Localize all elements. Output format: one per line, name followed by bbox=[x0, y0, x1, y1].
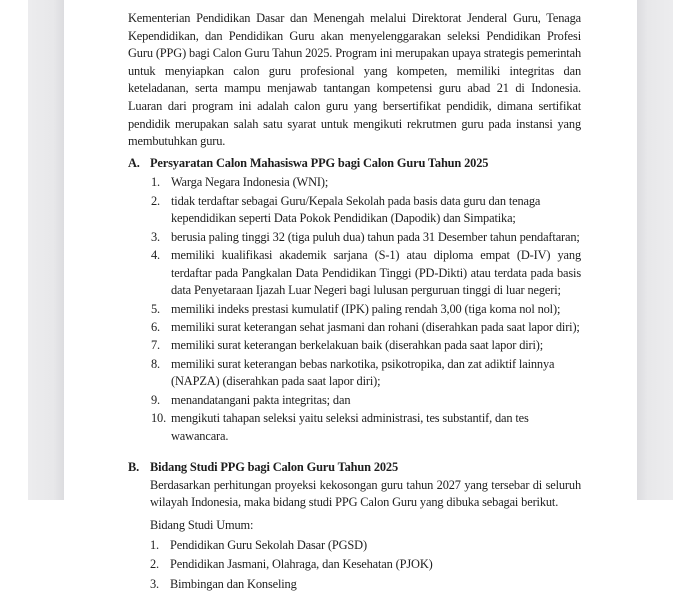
section-a-heading bbox=[128, 155, 581, 173]
list-text: memiliki kualifikasi akademik sarjana (S-1) atau diploma empat (D-IV) yang terdaftar pada Pangkalan Data Pendidikan Tinggi (PD-Dikti) atau terdata pada basis data Penyetaraan Ijazah Luar Negeri bagi lulusan perguruan tinggi di luar negeri; bbox=[171, 248, 581, 298]
section-spacer bbox=[128, 446, 581, 459]
list-number: 9. bbox=[151, 392, 160, 407]
section-b-paragraph: Berdasarkan perhitungan proyeksi kekosongan guru tahun 2027 yang tersebar di seluruh wilayah Indonesia, maka bidang studi PPG Calon Guru yang dibuka sebagai berikut. bbox=[150, 477, 581, 510]
list-text: menandatangani pakta integritas; dan bbox=[171, 392, 351, 407]
list-item bbox=[151, 337, 581, 355]
document-content bbox=[128, 10, 581, 595]
list-item bbox=[151, 319, 581, 337]
list-number: 2. bbox=[150, 557, 159, 572]
viewer-gutter-left bbox=[28, 0, 64, 500]
list-item bbox=[151, 301, 581, 319]
list-item bbox=[150, 537, 581, 555]
list-text: berusia paling tinggi 32 (tiga puluh dua) tahun pada 31 Desember tahun pendaftaran; bbox=[171, 229, 580, 244]
requirements-list bbox=[128, 174, 581, 445]
list-number: 2. bbox=[151, 193, 160, 208]
list-text: tidak terdaftar sebagai Guru/Kepala Sekolah pada basis data guru dan tenaga kependidikan seperti Data Pokok Pendidikan (Dapodik) dan Simpatika; bbox=[171, 193, 541, 226]
list-text: memiliki surat keterangan bebas narkotika, psikotropika, dan zat adiktif lainnya (NAPZA) (diserahkan pada saat lapor diri); bbox=[171, 356, 555, 389]
section-a-title: Persyaratan Calon Mahasiswa PPG bagi Calon Guru Tahun 2025 bbox=[150, 155, 489, 170]
list-number: 10. bbox=[151, 411, 167, 426]
section-b-letter: B. bbox=[128, 460, 140, 475]
list-text: Warga Negara Indonesia (WNI); bbox=[171, 175, 329, 190]
list-number: 7. bbox=[151, 338, 160, 353]
list-item bbox=[151, 193, 581, 228]
list-number: 3. bbox=[151, 229, 160, 244]
list-number: 3. bbox=[150, 576, 159, 591]
section-b-heading bbox=[128, 459, 581, 477]
list-item bbox=[151, 174, 581, 192]
list-item bbox=[150, 556, 581, 574]
list-text: memiliki surat keterangan berkelakuan baik (diserahkan pada saat lapor diri); bbox=[171, 338, 544, 353]
document-page bbox=[64, 0, 637, 591]
list-item bbox=[151, 229, 581, 247]
study-field-label: Bidang Studi Umum: bbox=[150, 518, 254, 532]
list-text: memiliki indeks prestasi kumulatif (IPK) paling rendah 3,00 (tiga koma nol nol); bbox=[171, 301, 561, 316]
intro-paragraph: Kementerian Pendidikan Dasar dan Menengah melalui Direktorat Jenderal Guru, Tenaga Kependidikan, dan Pendidikan Guru akan menyelenggarakan seleksi Pendidikan Profesi Guru (PPG) bagi Calon Guru Tahun 2025. Program ini merupakan upaya strategis pemerintah untuk menyiapkan calon guru profesional yang kompeten, memiliki integritas dan keteladanan, serta mampu menjawab tantangan kompetensi guru abad 21 di Indonesia. Luaran dari program ini adalah calon guru yang bersertifikat pendidik, dimana sertifikat pendidik merupakan salah satu syarat untuk mengikuti rekrutmen guru pada instansi yang membutuhkan guru. bbox=[128, 11, 581, 149]
list-item bbox=[151, 356, 581, 391]
list-text: Pendidikan Guru Sekolah Dasar (PGSD) bbox=[170, 537, 367, 552]
section-b-body bbox=[128, 477, 581, 594]
list-number: 6. bbox=[151, 320, 160, 335]
list-number: 1. bbox=[150, 537, 159, 552]
list-item bbox=[151, 392, 581, 410]
list-item bbox=[151, 247, 581, 300]
list-text: mengikuti tahapan seleksi yaitu seleksi administrasi, tes substantif, dan tes wawancara. bbox=[171, 411, 529, 443]
section-b-title: Bidang Studi PPG bagi Calon Guru Tahun 2025 bbox=[150, 460, 398, 475]
list-text: Pendidikan Jasmani, Olahraga, dan Kesehatan (PJOK) bbox=[170, 557, 433, 572]
list-item bbox=[150, 576, 581, 594]
list-number: 8. bbox=[151, 356, 160, 371]
list-item bbox=[151, 410, 581, 445]
list-number: 4. bbox=[151, 248, 160, 263]
list-number: 1. bbox=[151, 175, 160, 190]
viewer-gutter-right bbox=[637, 0, 673, 500]
study-field-list bbox=[150, 537, 581, 594]
list-number: 5. bbox=[151, 301, 160, 316]
list-text: memiliki surat keterangan sehat jasmani dan rohani (diserahkan pada saat lapor diri); bbox=[171, 320, 580, 335]
section-a-letter: A. bbox=[128, 155, 140, 170]
list-text: Bimbingan dan Konseling bbox=[170, 576, 297, 591]
